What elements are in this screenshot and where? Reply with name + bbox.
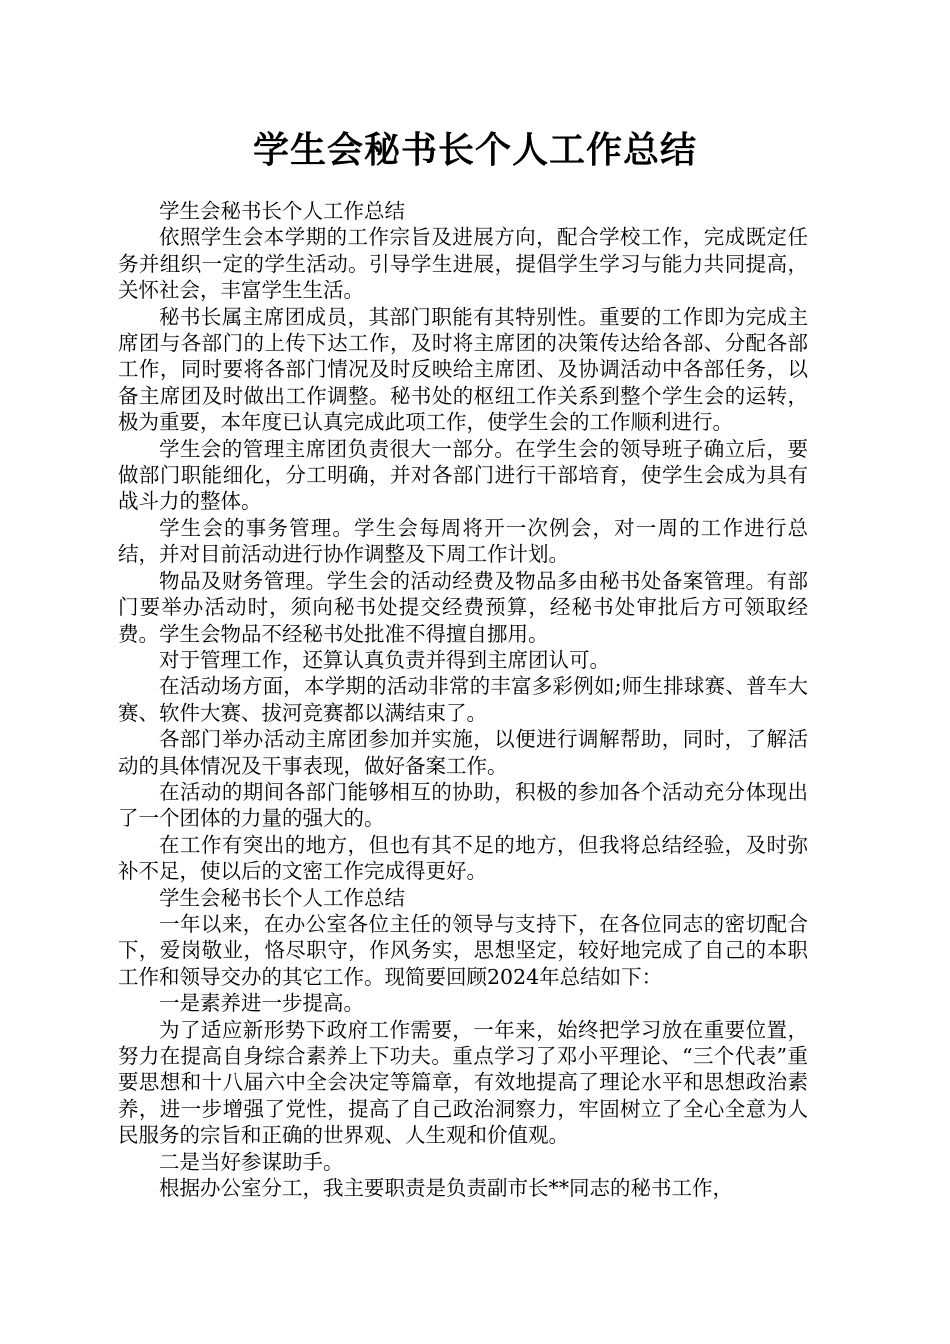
paragraph: 物品及财务管理。学生会的活动经费及物品多由秘书处备案管理。有部门要举办活动时，须向秘书处提交经费预算，经秘书处审批后方可领取经费。学生会物品不经秘书处批准不得擅自挪用。: [118, 568, 808, 646]
paragraph: 各部门举办活动主席团参加并实施，以便进行调解帮助，同时，了解活动的具体情况及干事表现，做好备案工作。: [118, 727, 808, 778]
paragraph: 一年以来，在办公室各位主任的领导与支持下，在各位同志的密切配合下，爱岗敬业，恪尽职守，作风务实，思想坚定，较好地完成了自己的本职工作和领导交办的其它工作。现简要回顾2024年总结如下：: [118, 911, 808, 989]
paragraph: 在活动场方面，本学期的活动非常的丰富多彩例如;师生排球赛、普车大赛、软件大赛、拔河竞赛都以满结束了。: [118, 674, 808, 725]
paragraph: 在活动的期间各部门能够相互的协助，积极的参加各个活动充分体现出了一个团体的力量的强大的。: [118, 779, 808, 831]
paragraph-heading: 一是素养进一步提高。: [159, 991, 364, 1016]
paragraph-subtitle: 学生会秘书长个人工作总结: [159, 199, 405, 223]
paragraph: 学生会的事务管理。学生会每周将开一次例会，对一周的工作进行总结，并对目前活动进行协作调整及下周工作计划。: [118, 515, 808, 567]
paragraph: 依照学生会本学期的工作宗旨及进展方向，配合学校工作，完成既定任务并组织一定的学生活动。引导学生进展，提倡学生学习与能力共同提高，关怀社会，丰富学生生活。: [118, 225, 808, 303]
paragraph: 学生会的管理主席团负责很大一部分。在学生会的领导班子确立后，要做部门职能细化，分工明确，并对各部门进行干部培育，使学生会成为具有战斗力的整体。: [118, 436, 808, 514]
paragraph-heading: 二是当好参谋助手。: [159, 1149, 344, 1174]
paragraph-subtitle: 学生会秘书长个人工作总结: [159, 885, 405, 910]
paragraph: 秘书长属主席团成员，其部门职能有其特别性。重要的工作即为完成主席团与各部门的上传下达工作，及时将主席团的决策传达给各部、分配各部工作，同时要将各部门情况及时反映给主席团、及协调活动中各部任务，以备主席团及时做出工作调整。秘书处的枢纽工作关系到整个学生会的运转，极为重要，本年度已认真完成此项工作，使学生会的工作顺利进行。: [118, 304, 808, 435]
paragraph: 根据办公室分工，我主要职责是负责副市长**同志的秘书工作，: [159, 1176, 733, 1201]
paragraph: 对于管理工作，还算认真负责并得到主席团认可。: [159, 647, 610, 672]
paragraph: 为了适应新形势下政府工作需要，一年来，始终把学习放在重要位置，努力在提高自身综合素养上下功夫。重点学习了邓小平理论、“三个代表”重要思想和十八届六中全会决定等篇章，有效地提高了理论水平和思想政治素养，进一步增强了党性，提高了自己政治洞察力，牢固树立了全心全意为人民服务的宗旨和正确的世界观、人生观和价值观。: [118, 1017, 808, 1148]
document-title: 学生会秘书长个人工作总结: [252, 130, 697, 171]
paragraph: 在工作有突出的地方，但也有其不足的地方，但我将总结经验，及时弥补不足，使以后的文密工作完成得更好。: [118, 832, 808, 884]
document-body: [118, 198, 808, 1201]
